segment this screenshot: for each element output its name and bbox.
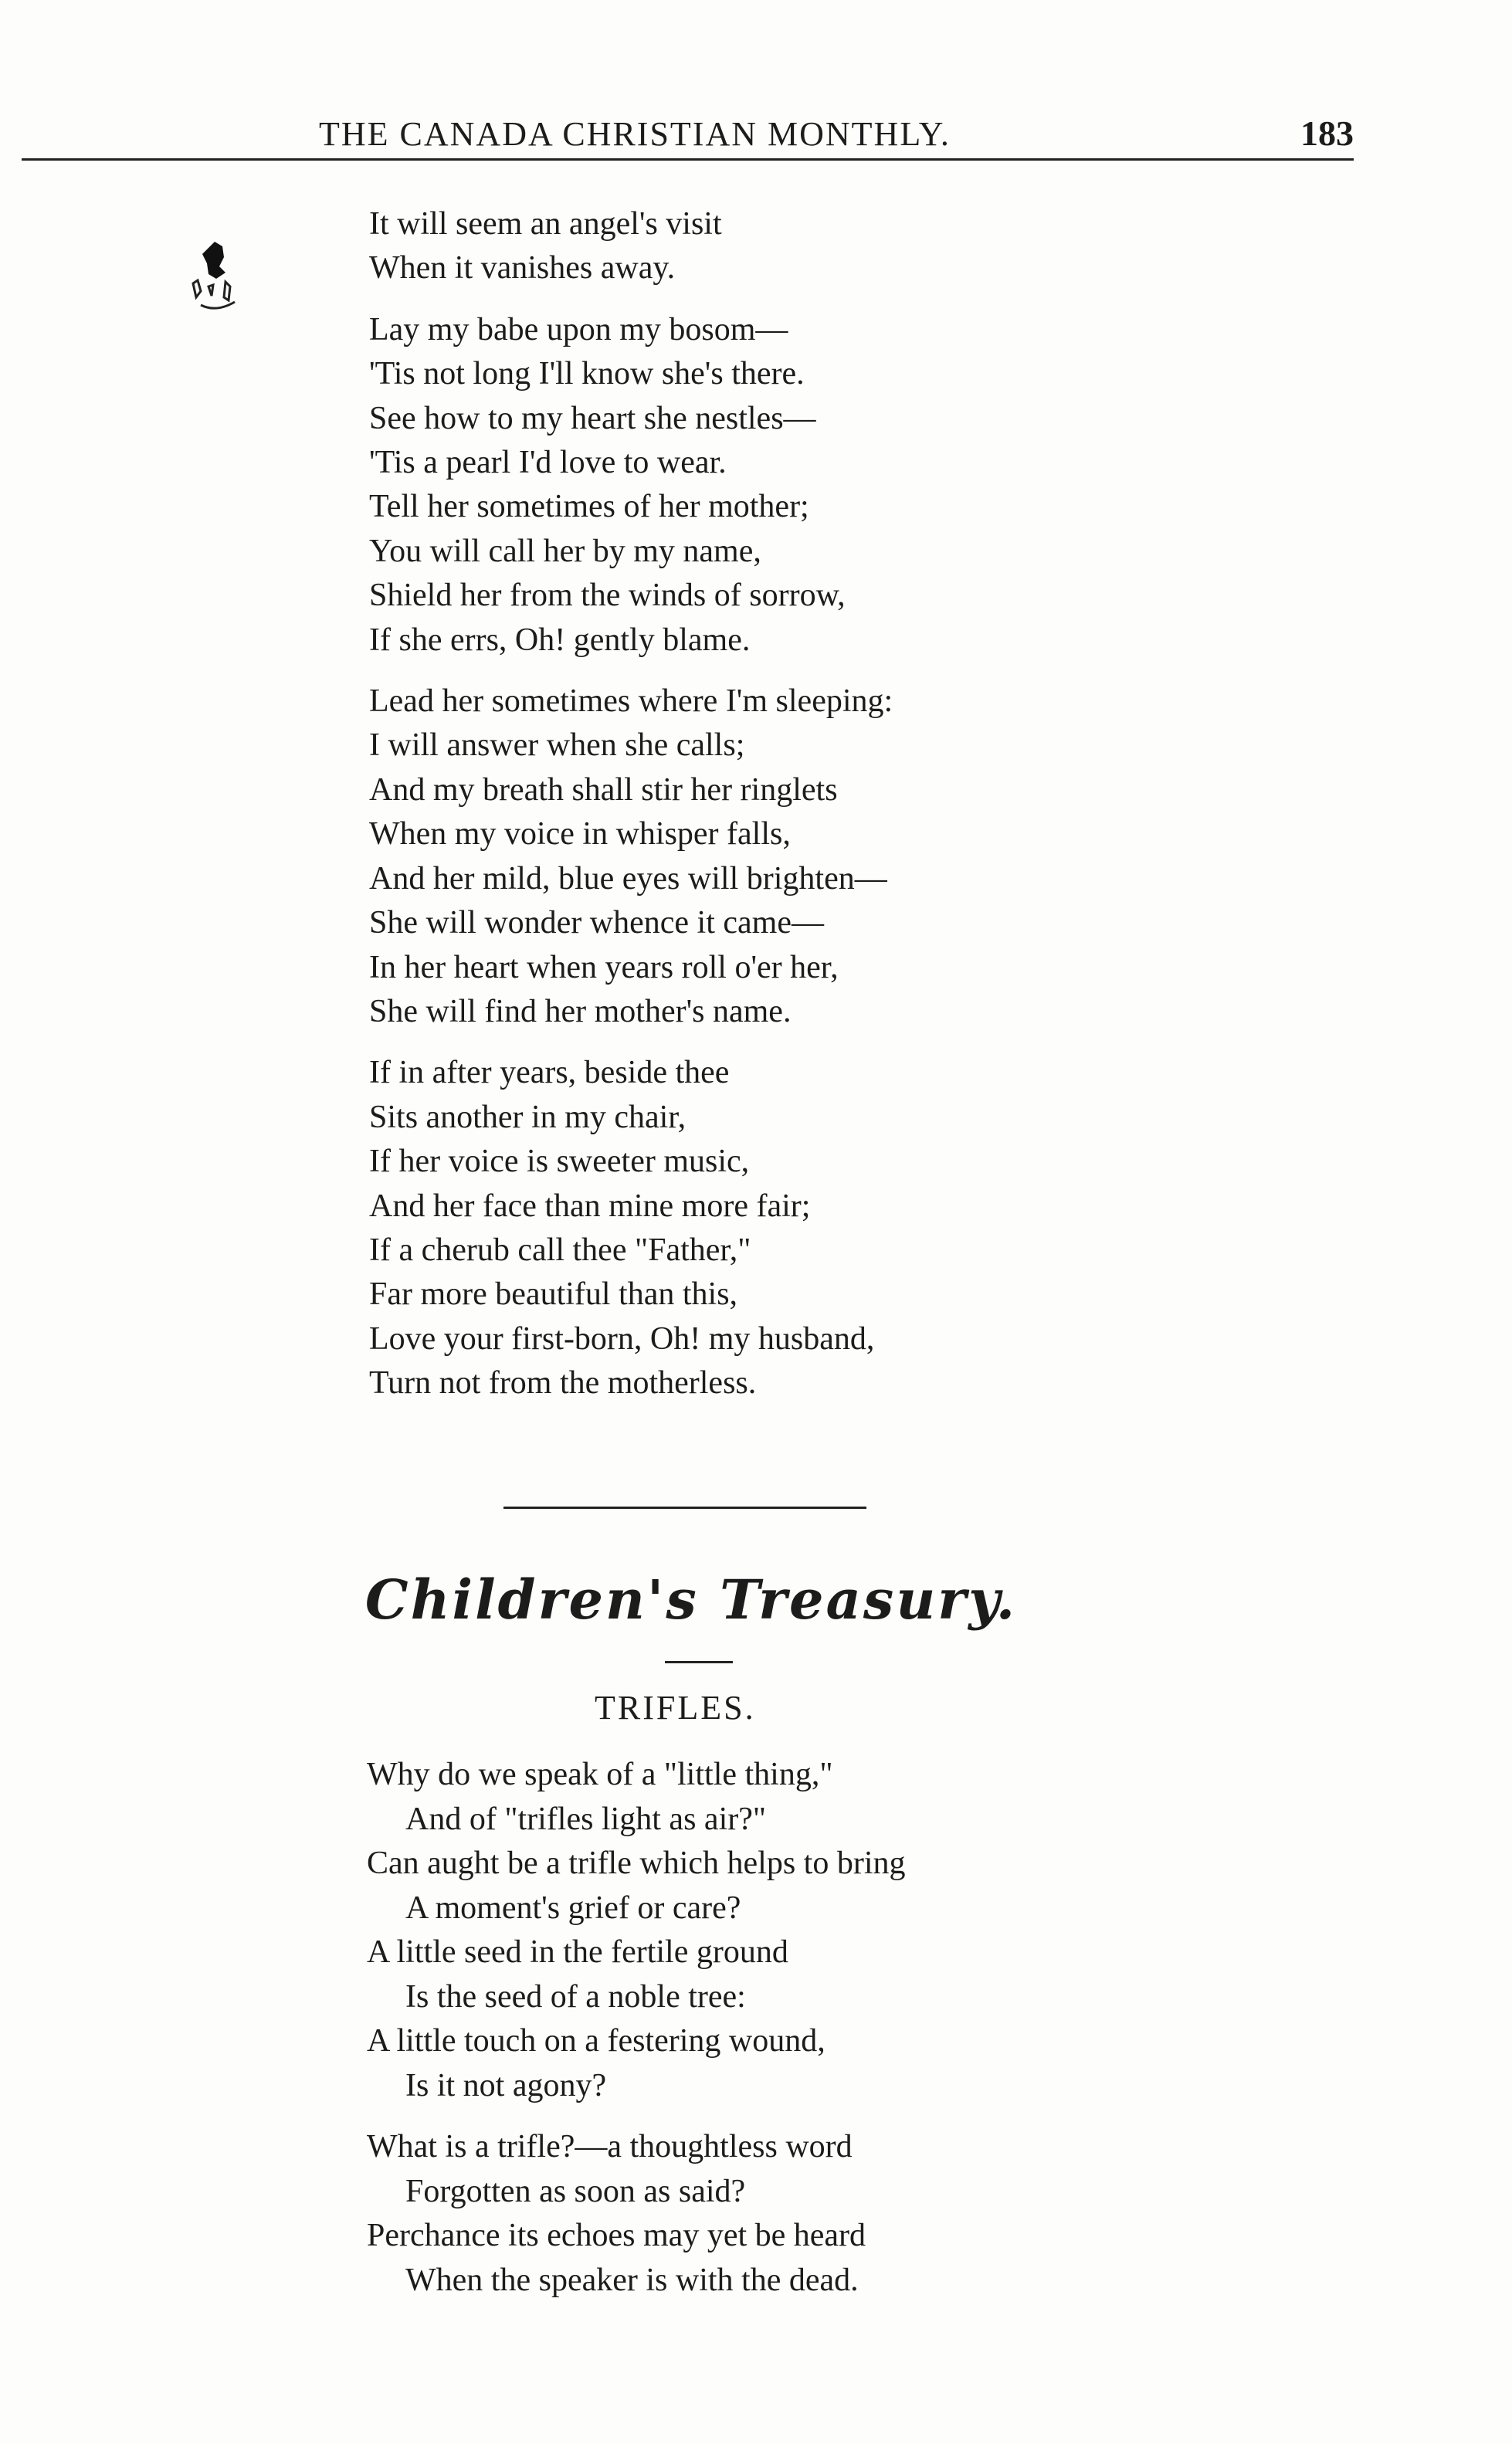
poem-line: Lay my babe upon my bosom— bbox=[369, 311, 788, 347]
poem-line: In her heart when years roll o'er her, bbox=[369, 949, 839, 985]
poem-line: Tell her sometimes of her mother; bbox=[369, 489, 809, 525]
stanza-1 bbox=[369, 202, 1141, 291]
section-title: Children's Treasury. bbox=[364, 1568, 1018, 1632]
poem-line: Forgotten as soon as said? bbox=[405, 2173, 746, 2209]
poem-line: If in after years, beside thee bbox=[369, 1055, 730, 1091]
poem-line: If her voice is sweeter music, bbox=[369, 1144, 750, 1180]
stanza-4 bbox=[369, 1051, 1141, 1405]
stanza-2 bbox=[369, 308, 1141, 663]
poem-mother bbox=[369, 202, 1141, 1423]
poem-line: When my voice in whisper falls, bbox=[369, 816, 791, 853]
poem-trifles bbox=[367, 1753, 1139, 2320]
running-head: THE CANADA CHRISTIAN MONTHLY. bbox=[319, 115, 951, 153]
header-rule bbox=[22, 158, 1354, 161]
poem-line: And her mild, blue eyes will brighten— bbox=[369, 860, 887, 897]
poem-line: Lead her sometimes where I'm sleeping: bbox=[369, 683, 893, 720]
page-number: 183 bbox=[1300, 114, 1354, 153]
poem-line: Love your first-born, Oh! my husband, bbox=[369, 1320, 875, 1357]
poem-line: Shield her from the winds of sorrow, bbox=[369, 578, 846, 614]
poem-line: I will answer when she calls; bbox=[369, 727, 745, 764]
poem-line: If a cherub call thee "Father," bbox=[369, 1232, 751, 1268]
poem-line: A moment's grief or care? bbox=[405, 1890, 741, 1926]
poem-line: See how to my heart she nestles— bbox=[369, 400, 816, 436]
poem-line: Turn not from the motherless. bbox=[369, 1365, 757, 1402]
poem-line: Can aught be a trifle which helps to bring bbox=[367, 1846, 906, 1881]
poem-line: 'Tis a pearl I'd love to wear. bbox=[369, 445, 727, 481]
page-header bbox=[22, 108, 1354, 162]
poem-line: Sits another in my chair, bbox=[369, 1099, 687, 1135]
poem-line: Is it not agony? bbox=[405, 2067, 607, 2103]
section-divider bbox=[503, 1507, 866, 1509]
poem-line: Why do we speak of a "little thing," bbox=[367, 1757, 833, 1792]
poem-line: And my breath shall stir her ringlets bbox=[369, 771, 838, 808]
poem-line: And of "trifles light as air?" bbox=[405, 1801, 767, 1837]
poem-line: She will wonder whence it came— bbox=[369, 905, 824, 941]
poem-line: If she errs, Oh! gently blame. bbox=[369, 622, 751, 658]
poem-line: When the speaker is with the dead. bbox=[405, 2262, 859, 2298]
title-rule bbox=[665, 1661, 733, 1663]
poem-title: TRIFLES. bbox=[595, 1689, 756, 1727]
stanza-2 bbox=[367, 2125, 1139, 2303]
stanza-1 bbox=[367, 1753, 1139, 2108]
poem-line: Far more beautiful than this, bbox=[369, 1276, 738, 1313]
poem-line: A little touch on a festering wound, bbox=[367, 2023, 825, 2059]
poem-line: She will find her mother's name. bbox=[369, 993, 792, 1029]
ink-blot-decoration bbox=[185, 236, 247, 320]
poem-line: 'Tis not long I'll know she's there. bbox=[369, 356, 805, 392]
poem-line: And her face than mine more fair; bbox=[369, 1188, 811, 1224]
poem-line: When it vanishes away. bbox=[369, 250, 676, 286]
poem-line: It will seem an angel's visit bbox=[369, 206, 722, 242]
stanza-3 bbox=[369, 680, 1141, 1034]
poem-line: Is the seed of a noble tree: bbox=[405, 1978, 746, 2015]
poem-line: Perchance its echoes may yet be heard bbox=[367, 2218, 866, 2253]
poem-line: You will call her by my name, bbox=[369, 533, 761, 569]
poem-line: What is a trifle?—a thoughtless word bbox=[367, 2129, 853, 2164]
poem-line: A little seed in the fertile ground bbox=[367, 1934, 788, 1970]
